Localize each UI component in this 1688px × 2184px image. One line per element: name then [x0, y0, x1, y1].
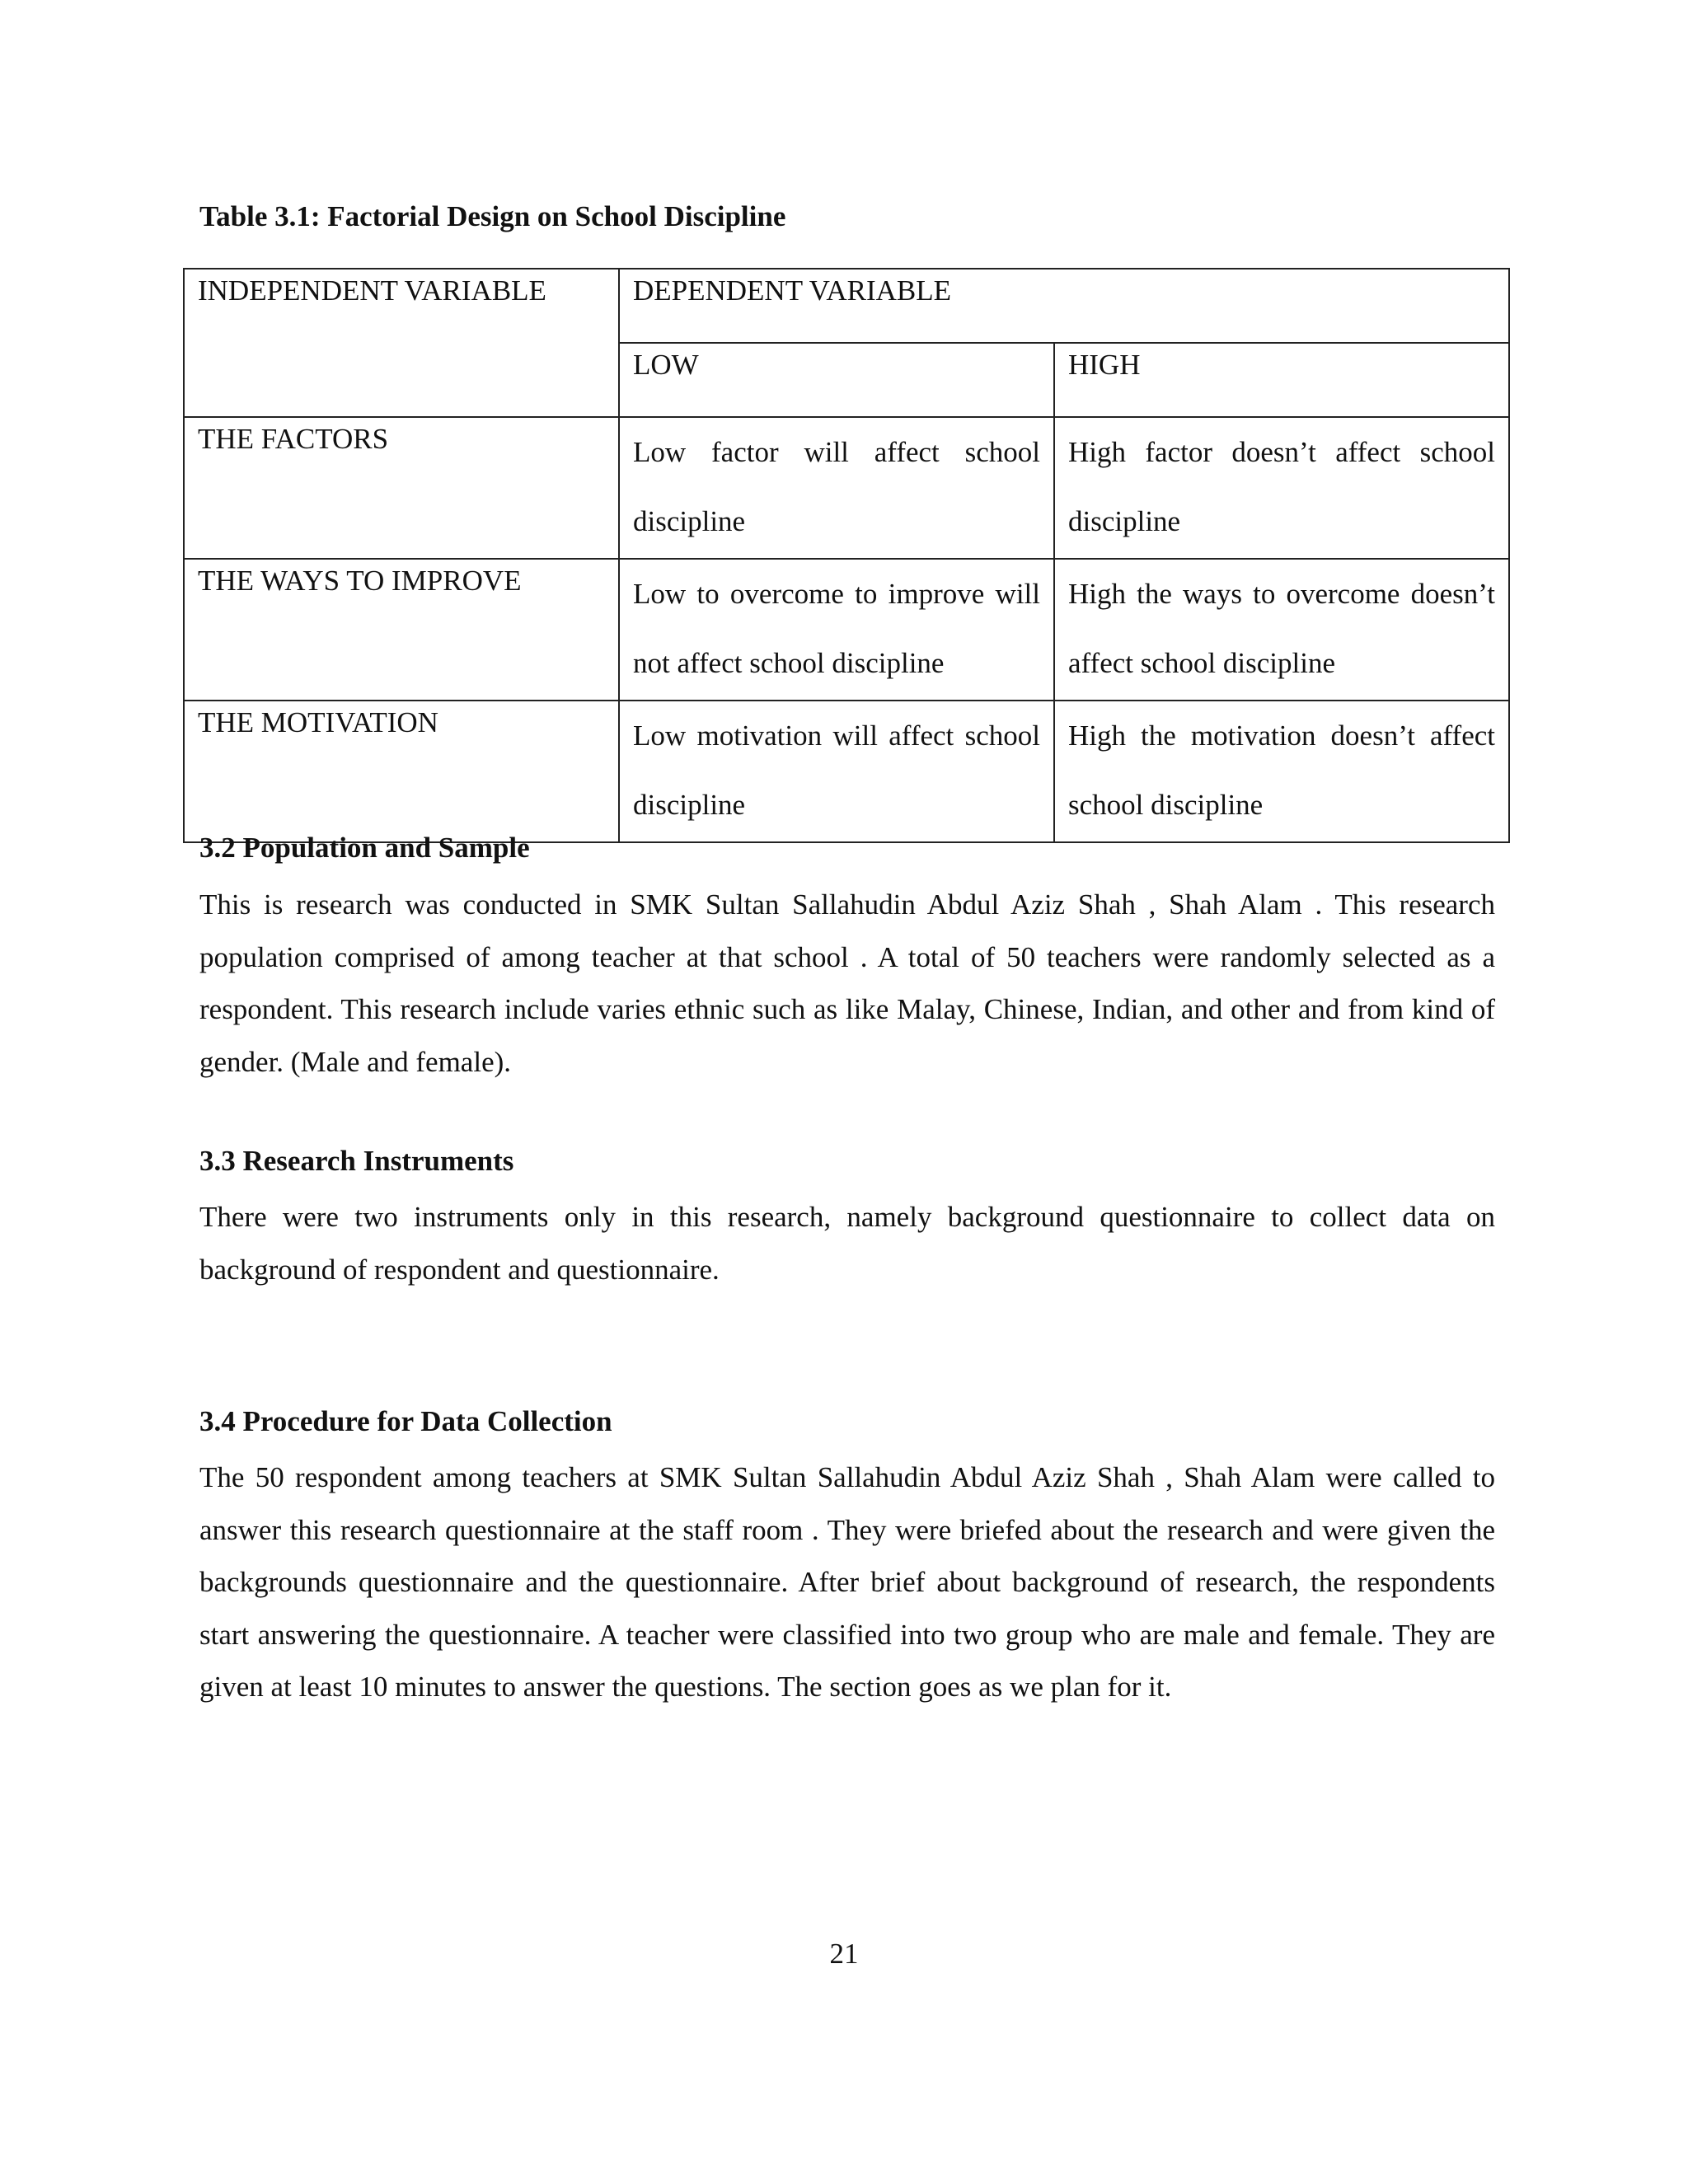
row-label: THE FACTORS — [184, 417, 619, 559]
header-high: HIGH — [1054, 343, 1509, 417]
row-low-cell: Low motivation will affect school discipline — [619, 701, 1054, 842]
header-dependent-variable: DEPENDENT VARIABLE — [619, 269, 1509, 343]
section-heading-instruments: 3.3 Research Instruments — [199, 1145, 514, 1177]
section-body-population: This is research was conducted in SMK Sultan Sallahudin Abdul Aziz Shah , Shah Alam . This research population comprised of among teacher at that school . A total of 50 teachers were randomly selected as a respondent. This research include varies ethnic such as like Malay, Chinese, Indian, and other and from kind of gender. (Male and female). — [199, 888, 1495, 1078]
page-number: 21 — [829, 1938, 859, 1970]
row-high-cell: High factor doesn’t affect school discipline — [1054, 417, 1509, 559]
row-high-cell: High the ways to overcome doesn’t affect school discipline — [1054, 559, 1509, 701]
table-header-row — [184, 269, 1509, 343]
row-high-cell: High the motivation doesn’t affect school discipline — [1054, 701, 1509, 842]
section-heading-population: 3.2 Population and Sample — [199, 832, 530, 864]
row-low-cell: Low to overcome to improve will not affect school discipline — [619, 559, 1054, 701]
row-low-cell: Low factor will affect school discipline — [619, 417, 1054, 559]
table-row — [184, 417, 1509, 559]
section-body-procedure: The 50 respondent among teachers at SMK Sultan Sallahudin Abdul Aziz Shah , Shah Alam were called to answer this research questionnaire at the staff room . They were briefed about the research and were given the backgrounds questionnaire and the questionnaire. After brief about background of research, the respondents start answering the questionnaire. A teacher were classified into two group who are male and female. They are given at least 10 minutes to answer the questions. The section goes as we plan for it. — [199, 1461, 1495, 1703]
header-independent-variable: INDEPENDENT VARIABLE — [184, 269, 619, 417]
factorial-design-table — [183, 268, 1510, 843]
table-caption: Table 3.1: Factorial Design on School Discipline — [199, 200, 786, 232]
header-low: LOW — [619, 343, 1054, 417]
section-heading-procedure: 3.4 Procedure for Data Collection — [199, 1405, 612, 1437]
section-body-instruments: There were two instruments only in this research, namely background questionnaire to collect data on background of respondent and questionnaire. — [199, 1201, 1495, 1286]
table-row — [184, 701, 1509, 842]
table-row — [184, 559, 1509, 701]
row-label: THE WAYS TO IMPROVE — [184, 559, 619, 701]
row-label: THE MOTIVATION — [184, 701, 619, 842]
